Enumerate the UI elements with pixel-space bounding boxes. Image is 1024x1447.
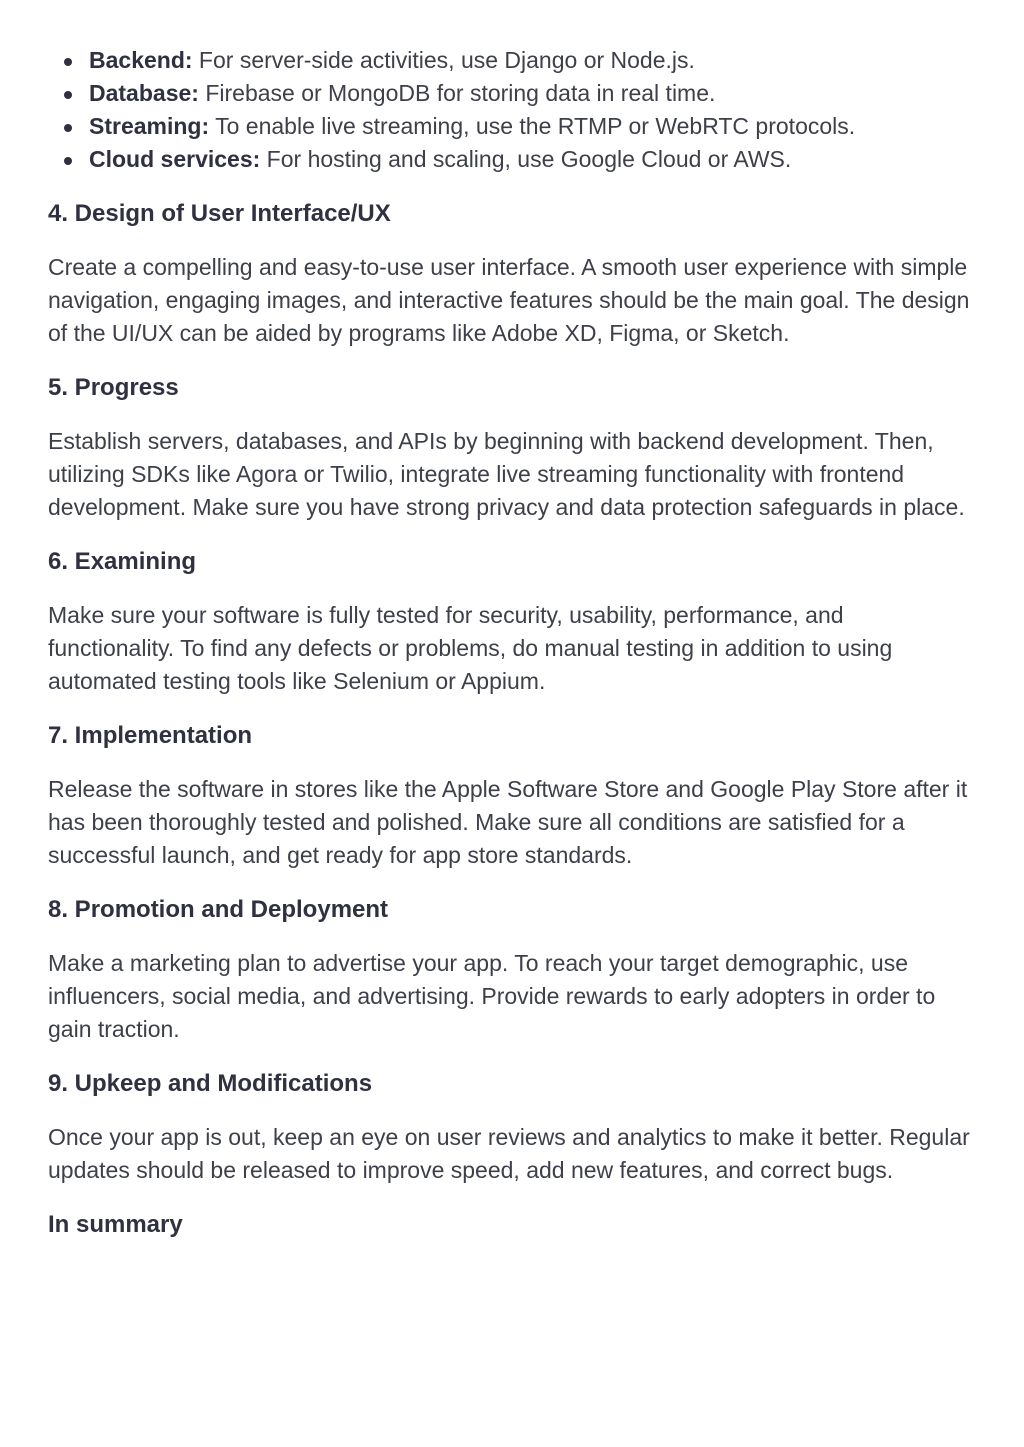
section-heading: 5. Progress xyxy=(48,374,179,401)
section-body: Create a compelling and easy-to-use user interface. A smooth user experience with simple navigation, engaging images, and interactive features should be the main goal. The design of the UI/UX can be aided by programs like Adobe XD, Figma, or Sketch. xyxy=(48,254,970,346)
list-item-backend xyxy=(48,44,976,77)
summary-heading: In summary xyxy=(48,1211,183,1238)
list-item-term: Cloud services: xyxy=(89,146,261,172)
list-item-text: For server-side activities, use Django or Node.js. xyxy=(192,47,695,73)
tech-stack-list xyxy=(48,0,976,176)
section-summary xyxy=(48,1209,976,1241)
list-item-streaming xyxy=(48,110,976,143)
section-implementation xyxy=(48,720,976,872)
section-promotion-deployment xyxy=(48,894,976,1046)
section-heading: 9. Upkeep and Modifications xyxy=(48,1070,373,1097)
section-heading: 6. Examining xyxy=(48,548,197,575)
list-item-database xyxy=(48,77,976,110)
section-body: Release the software in stores like the Apple Software Store and Google Play Store after it has been thoroughly tested and polished. Make sure all conditions are satisfied for a successful launch, and get ready for app store standards. xyxy=(48,776,968,868)
section-heading: 7. Implementation xyxy=(48,722,253,749)
section-body: Make a marketing plan to advertise your app. To reach your target demographic, use influencers, social media, and advertising. Provide rewards to early adopters in order to gain traction. xyxy=(48,950,936,1042)
section-examining xyxy=(48,546,976,698)
list-item-term: Database: xyxy=(89,80,199,106)
section-body: Make sure your software is fully tested for security, usability, performance, and functionality. To find any defects or problems, do manual testing in addition to using automated testing tools like Selenium or Appium. xyxy=(48,602,893,694)
section-progress xyxy=(48,372,976,524)
section-body: Establish servers, databases, and APIs by beginning with backend development. Then, utilizing SDKs like Agora or Twilio, integrate live streaming functionality with frontend development. Make sure you have strong privacy and data protection safeguards in place. xyxy=(48,428,965,520)
list-item-text: Firebase or MongoDB for storing data in real time. xyxy=(198,80,716,106)
section-upkeep-modifications xyxy=(48,1068,976,1187)
list-item-text: For hosting and scaling, use Google Cloud or AWS. xyxy=(260,146,792,172)
list-item-term: Streaming: xyxy=(89,113,210,139)
section-heading: 8. Promotion and Deployment xyxy=(48,896,389,923)
section-body: Once your app is out, keep an eye on user reviews and analytics to make it better. Regular updates should be released to improve speed, add new features, and correct bugs. xyxy=(48,1124,970,1183)
section-heading: 4. Design of User Interface/UX xyxy=(48,200,391,227)
list-item-text: To enable live streaming, use the RTMP or WebRTC protocols. xyxy=(209,113,856,139)
section-design-ui-ux xyxy=(48,198,976,350)
list-item-cloud-services xyxy=(48,143,976,176)
list-item-term: Backend: xyxy=(89,47,193,73)
